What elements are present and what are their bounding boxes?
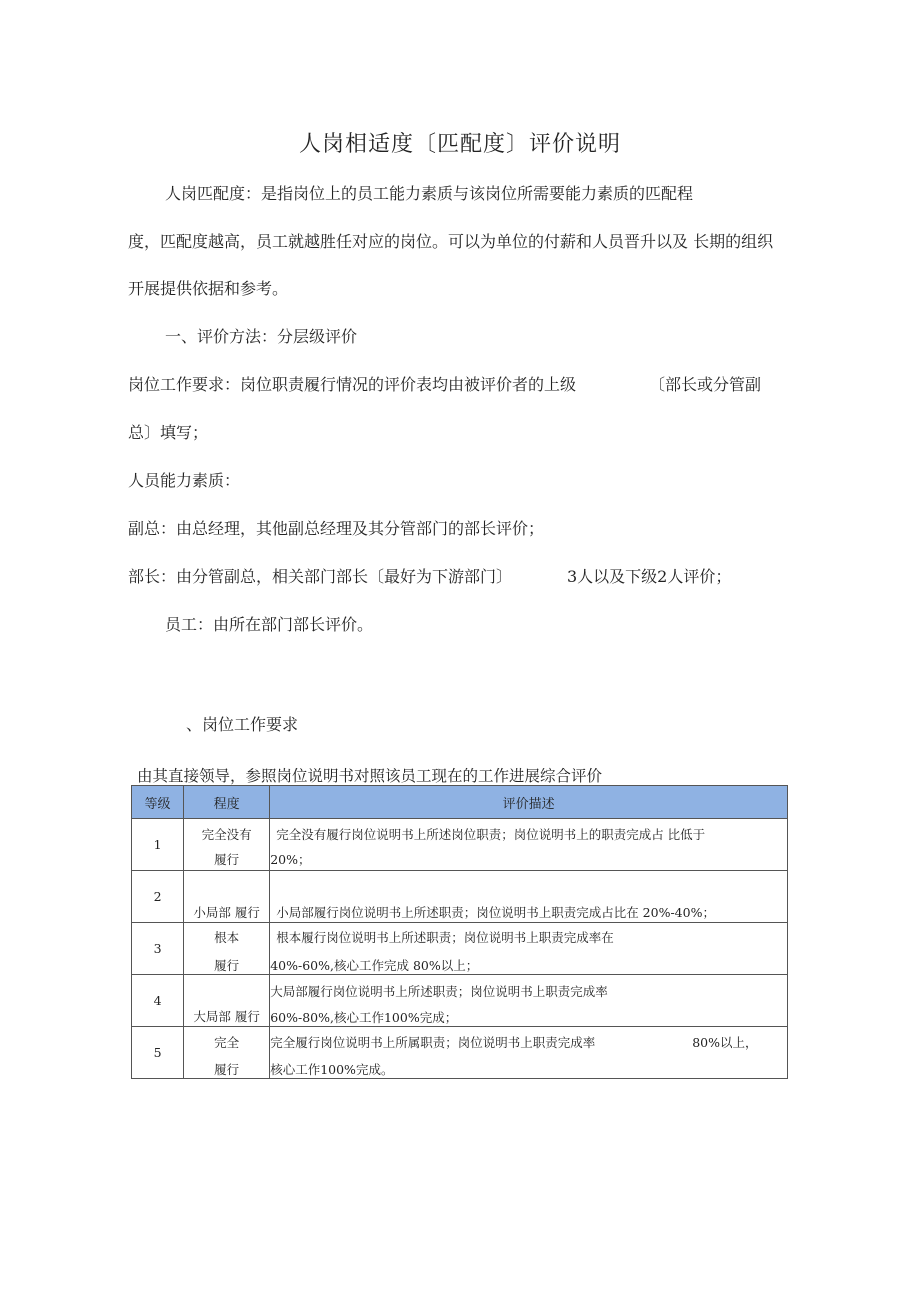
description-line-1: 完全没有履行岗位说明书上所述岗位职责；岗位说明书上的职责完成占 比低于 — [276, 827, 706, 842]
degree-line-2: 履行 — [214, 958, 240, 973]
description-line-1-text: 完全履行岗位说明书上所属职责；岗位说明书上职责完成率 — [270, 1035, 596, 1050]
description-line-1 — [270, 1027, 787, 1051]
degree-line-1: 完全没有 — [201, 827, 252, 842]
section-2-heading: 、岗位工作要求 — [186, 715, 299, 734]
job-requirement-text: 岗位工作要求：岗位职责履行情况的评价表均由被评价者的上级 — [128, 375, 577, 394]
level-cell: 5 — [132, 1027, 184, 1079]
degree-line-2: 大局部 履行 — [193, 1009, 260, 1024]
description-cell — [270, 1027, 788, 1079]
description-cell — [270, 975, 788, 1027]
degree-line-2: 履行 — [214, 1062, 240, 1077]
table-row — [132, 819, 788, 871]
table-row — [132, 1027, 788, 1079]
degree-line-2: 小局部 履行 — [193, 905, 260, 920]
description-cell — [270, 923, 788, 975]
degree-cell — [184, 923, 270, 975]
staff-evaluation: 员工：由所在部门部长评价。 — [165, 615, 374, 634]
degree-cell — [184, 1027, 270, 1079]
description-line-2: 60%-80%,核心工作100%完成； — [270, 1010, 458, 1025]
description-line-2: 40%-60%,核心工作完成 80%以上； — [270, 958, 479, 973]
job-requirement-text-c: 总〕填写； — [128, 423, 209, 442]
header-degree: 程度 — [184, 786, 270, 819]
header-level: 等级 — [132, 786, 184, 819]
table-caption: 由其直接领导，参照岗位说明书对照该员工现在的工作进展综合评价 — [137, 767, 603, 785]
level-cell: 2 — [132, 871, 184, 923]
vp-evaluation: 副总：由总经理，其他副总经理及其分管部门的部长评价； — [128, 519, 545, 538]
degree-line-2: 履行 — [214, 852, 240, 867]
description-cell — [270, 819, 788, 871]
description-line-2: 核心工作100%完成。 — [270, 1062, 394, 1077]
intro-line-1: 人岗匹配度：是指岗位上的员工能力素质与该岗位所需要能力素质的匹配程 — [165, 184, 694, 203]
page-title: 人岗相适度〔匹配度〕评价说明 — [298, 132, 621, 157]
section-1-heading: 一、评价方法：分层级评价 — [165, 327, 358, 346]
description-cell — [270, 871, 788, 923]
table-row — [132, 871, 788, 923]
table-row — [132, 923, 788, 975]
degree-cell — [184, 871, 270, 923]
ability-label: 人员能力素质： — [128, 471, 241, 490]
table-header-row — [132, 786, 788, 819]
dept-head-evaluation-b: 3人以及下级2人评价； — [567, 567, 732, 586]
evaluation-table — [131, 785, 788, 1079]
description-line-2: 小局部履行岗位说明书上所述职责；岗位说明书上职责完成占比在 20%-40%； — [276, 905, 715, 920]
description-line-2: 20%； — [270, 852, 311, 867]
description-line-1: 大局部履行岗位说明书上所述职责；岗位说明书上职责完成率 — [270, 984, 608, 999]
job-requirement-text-b: 〔部长或分管副 — [649, 375, 762, 394]
table-row — [132, 975, 788, 1027]
dept-head-evaluation: 部长：由分管副总，相关部门部长〔最好为下游部门〕 — [128, 567, 513, 586]
degree-cell — [184, 819, 270, 871]
intro-line-3: 开展提供依据和参考。 — [128, 279, 289, 298]
level-cell: 1 — [132, 819, 184, 871]
description-line-1: 根本履行岗位说明书上所述职责；岗位说明书上职责完成率在 — [276, 930, 614, 945]
header-description: 评价描述 — [270, 786, 788, 819]
level-cell: 3 — [132, 923, 184, 975]
description-line-1-tail: 80%以上， — [692, 1035, 758, 1050]
degree-line-1: 根本 — [214, 930, 240, 945]
degree-line-1: 完全 — [214, 1035, 240, 1050]
degree-cell — [184, 975, 270, 1027]
intro-line-2: 度，匹配度越高，员工就越胜任对应的岗位。可以为单位的付薪和人员晋升以及 长期的组织 — [128, 232, 774, 251]
level-cell: 4 — [132, 975, 184, 1027]
